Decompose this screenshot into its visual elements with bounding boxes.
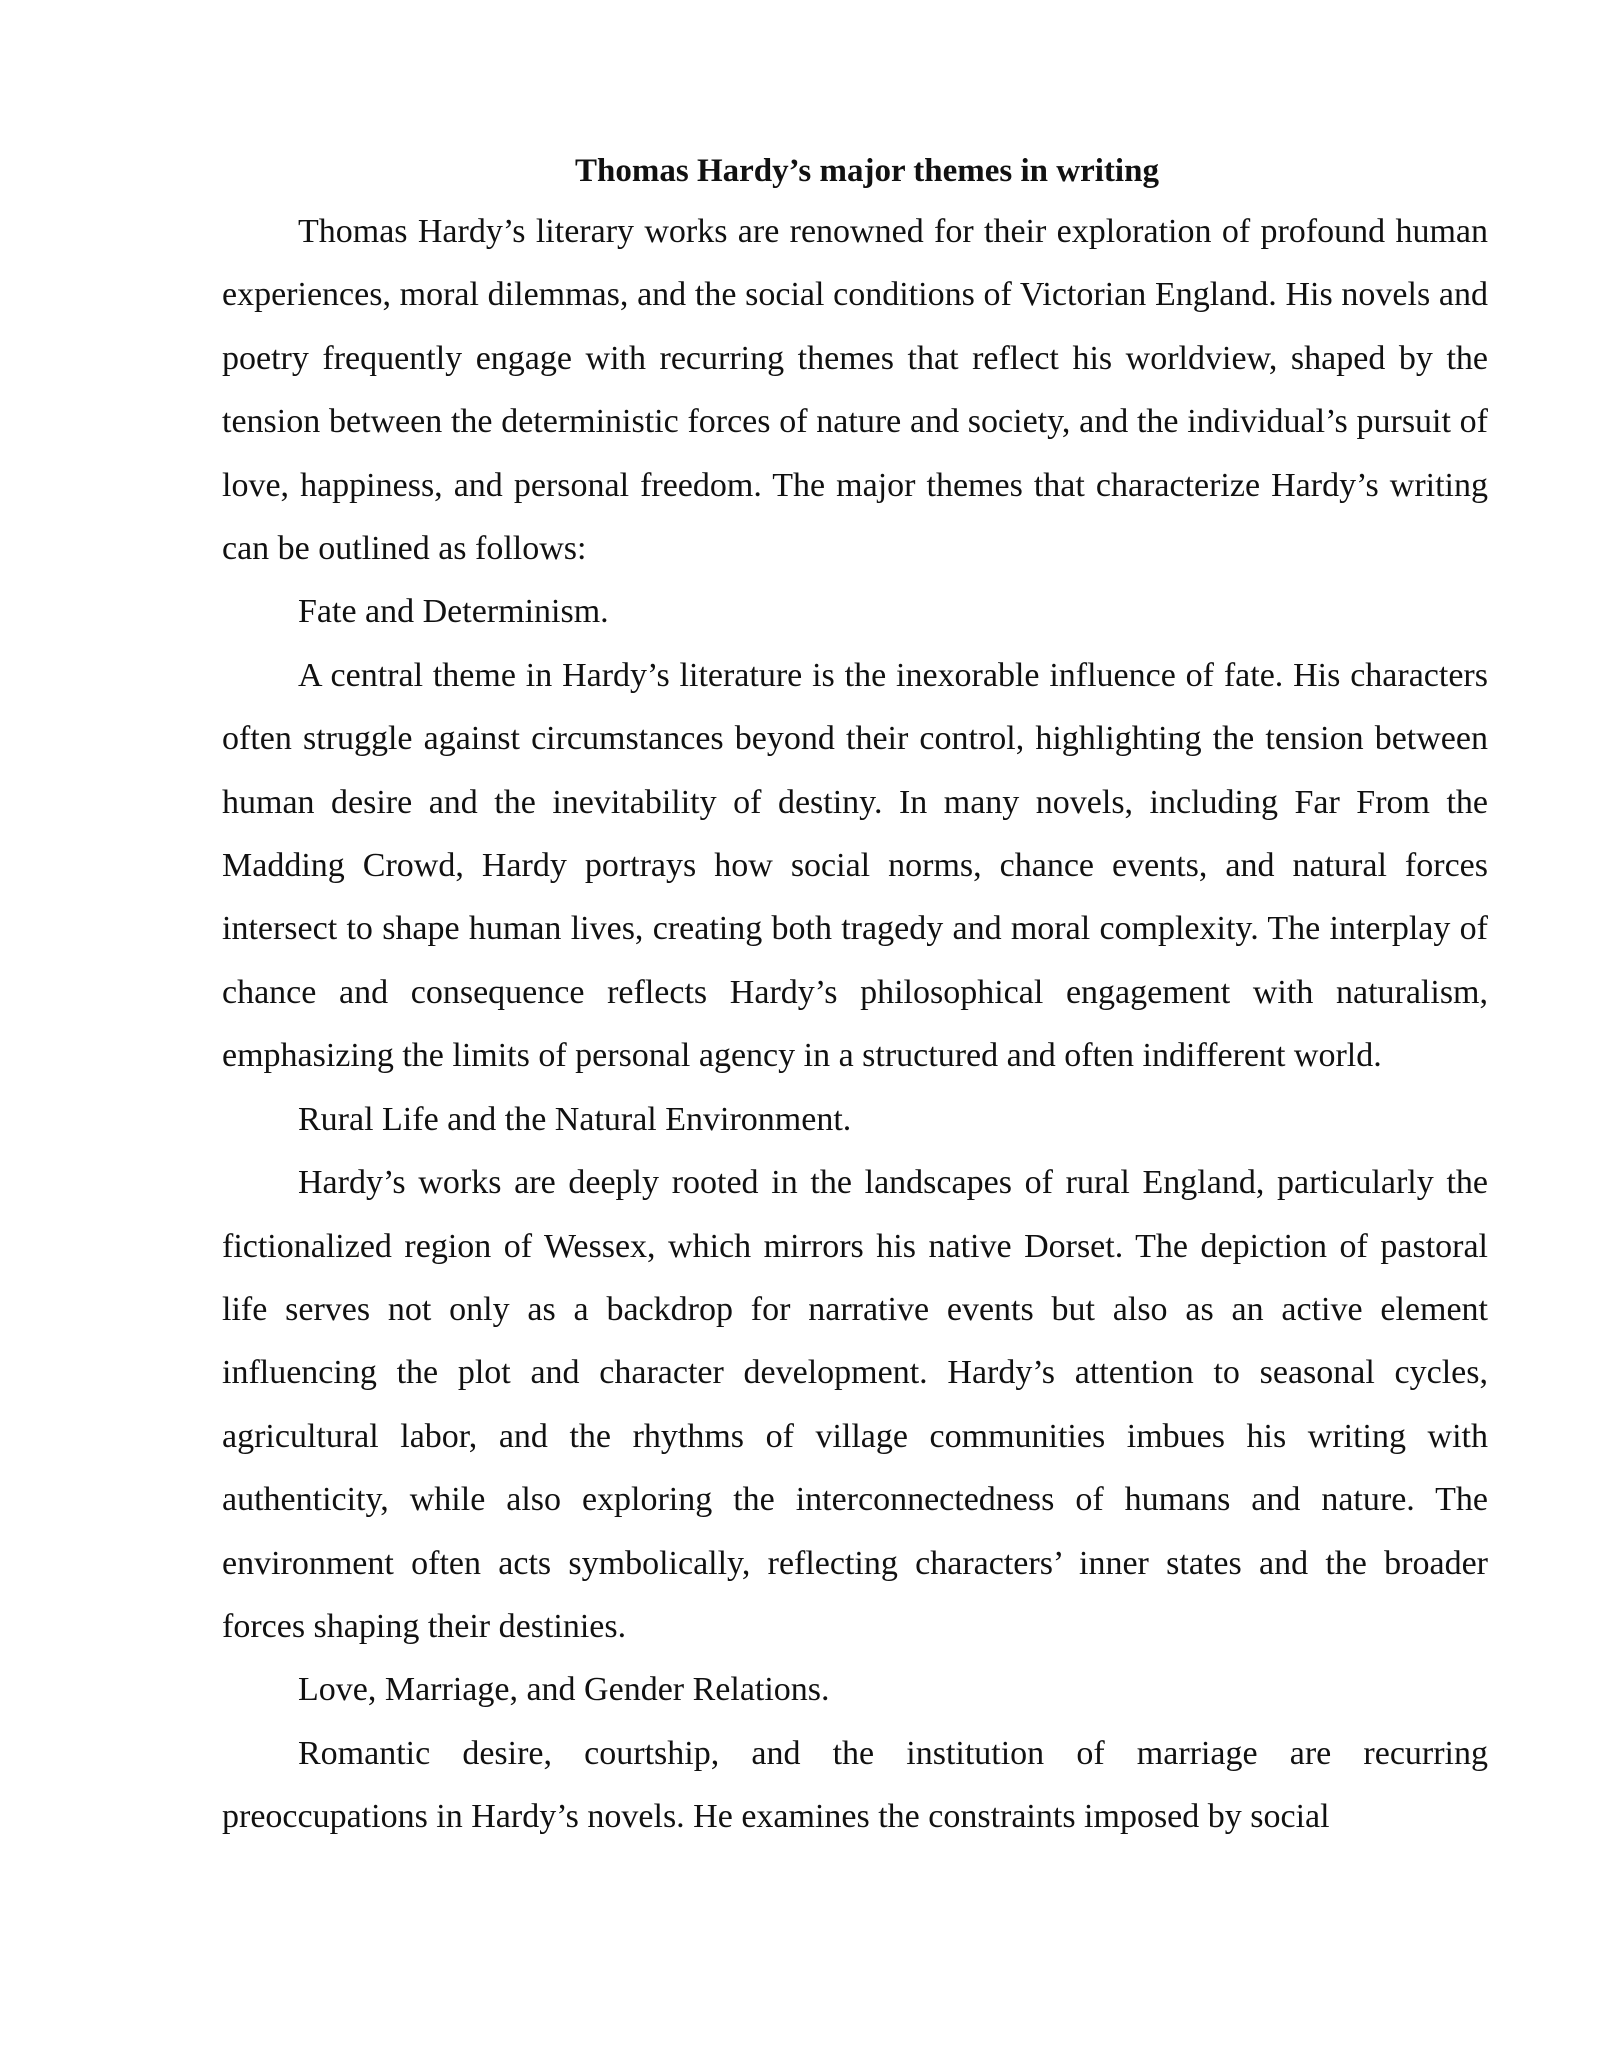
section-body-rural-life: Hardy’s works are deeply rooted in the landscapes of rural England, particularly the fictionalized region of Wessex, which mirrors his native Dorset. The depiction of pastoral life serves not only as a backdrop for narrative events but also as an active element influencing the plot and character development. Hardy’s attention to seasonal cycles, agricultural labor, and the rhythms of village communities imbues his writing with authenticity, while also exploring the interconnectedness of humans and nature. The environment often acts symbolically, reflecting characters’ inner states and the broader forces shaping their destinies. xyxy=(222,1164,1488,1645)
section-body-love-marriage: Romantic desire, courtship, and the institution of marriage are recurring preoccupations in Hardy’s novels. He examines the constraints imposed by social xyxy=(222,1734,1488,1836)
section-heading-fate: Fate and Determinism. xyxy=(298,593,609,631)
document-title: Thomas Hardy’s major themes in writing xyxy=(575,153,1159,189)
document-body xyxy=(222,143,1488,1849)
section-heading-love-marriage: Love, Marriage, and Gender Relations. xyxy=(298,1671,830,1709)
section-heading-rural-life: Rural Life and the Natural Environment. xyxy=(298,1100,852,1138)
intro-paragraph: Thomas Hardy’s literary works are renowned for their exploration of profound human experiences, moral dilemmas, and the social conditions of Victorian England. His novels and poetry frequently engage with recurring themes that reflect his worldview, shaped by the tension between the deterministic forces of nature and society, and the individual’s pursuit of love, happiness, and personal freedom. The major themes that characterize Hardy’s writing can be outlined as follows: xyxy=(222,213,1488,568)
section-body-fate: A central theme in Hardy’s literature is the inexorable influence of fate. His characters often struggle against circumstances beyond their control, highlighting the tension between human desire and the inevitability of destiny. In many novels, including Far From the Madding Crowd, Hardy portrays how social norms, chance events, and natural forces intersect to shape human lives, creating both tragedy and moral complexity. The interplay of chance and consequence reflects Hardy’s philosophical engagement with naturalism, emphasizing the limits of personal agency in a structured and often indifferent world. xyxy=(222,656,1488,1075)
